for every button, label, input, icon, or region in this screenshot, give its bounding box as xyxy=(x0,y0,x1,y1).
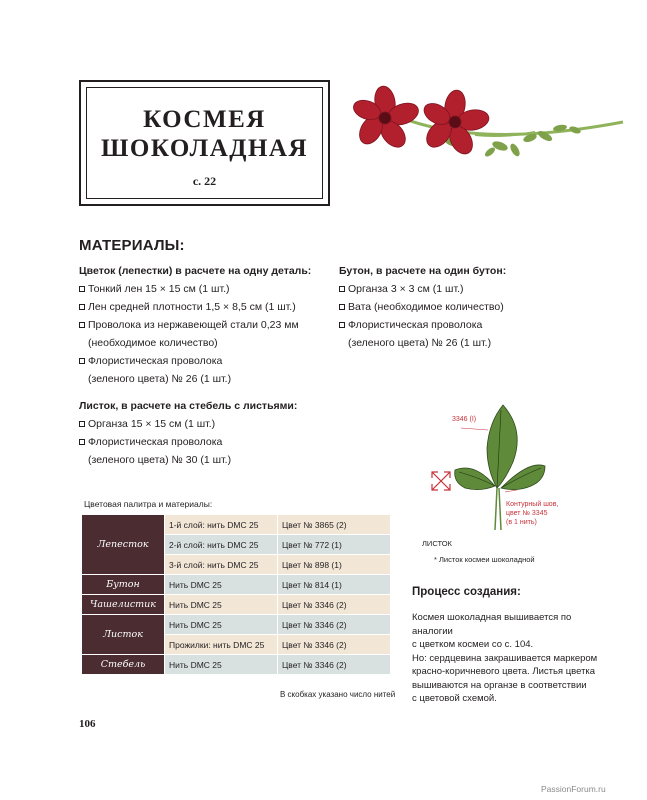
color-cell: Цвет № 3346 (2) xyxy=(278,635,390,654)
table-row xyxy=(82,595,390,614)
title-line-2: ШОКОЛАДНАЯ xyxy=(100,135,309,162)
color-cell: Цвет № 898 (1) xyxy=(278,555,390,574)
table-row xyxy=(82,575,390,594)
thread-label-top: 3346 (I) xyxy=(452,416,477,423)
process-line: вышиваются на органзе в соответствии xyxy=(412,679,587,691)
thread-cell: 3-й слой: нить DMC 25 xyxy=(165,555,277,574)
color-cell: Цвет № 3346 (2) xyxy=(278,655,390,674)
title-inner-frame xyxy=(86,87,323,199)
color-cell: Цвет № 3346 (2) xyxy=(278,595,390,614)
table-row xyxy=(82,515,390,534)
palette-caption: Цветовая палитра и материалы: xyxy=(84,499,213,509)
palette-note: В скобках указано число нитей xyxy=(280,690,396,699)
materials-heading: МАТЕРИАЛЫ: xyxy=(79,237,185,254)
watermark: PassionForum.ru xyxy=(541,784,606,794)
page-reference: с. 22 xyxy=(192,174,217,188)
list-item: Органза 3 × 3 см (1 шт.) xyxy=(339,280,579,298)
color-cell: Цвет № 3865 (2) xyxy=(278,515,390,534)
list-item: Вата (необходимое количество) xyxy=(339,298,579,316)
list-item: Лен средней плотности 1,5 × 8,5 см (1 шт.) xyxy=(79,298,339,316)
process-line: Но: сердцевина закрашивается маркером xyxy=(412,652,598,664)
table-row xyxy=(82,655,390,674)
process-line: с цветком космеи со с. 104. xyxy=(412,639,534,650)
color-cell: Цвет № 814 (1) xyxy=(278,575,390,594)
process-text xyxy=(412,611,612,706)
color-cell: Цвет № 3346 (2) xyxy=(278,615,390,634)
list-item: Проволока из нержавеющей стали 0,23 мм (необходимое количество) xyxy=(79,316,339,352)
table-row xyxy=(82,615,390,634)
list-item: Флористическая проволока (зеленого цвета) № 30 (1 шт.) xyxy=(79,433,339,469)
cosmos-flower-illustration xyxy=(355,80,625,170)
title-line-1: КОСМЕЯ xyxy=(143,106,266,133)
list-item: Флористическая проволока (зеленого цвета) № 26 (1 шт.) xyxy=(339,316,579,352)
part-cell: Листок xyxy=(82,615,164,654)
color-cell: Цвет № 772 (1) xyxy=(278,535,390,554)
leaf-materials xyxy=(79,397,339,469)
thread-cell: Нить DMC 25 xyxy=(165,595,277,614)
flower-materials-heading: Цветок (лепестки) в расчете на одну деталь: xyxy=(79,265,312,277)
list-item: Флористическая проволока (зеленого цвета) № 26 (1 шт.) xyxy=(79,352,339,388)
thread-cell: Нить DMC 25 xyxy=(165,575,277,594)
thread-label-side: Контурный шов, цвет № 3345 (в 1 нить) xyxy=(506,501,559,526)
thread-cell: Прожилки: нить DMC 25 xyxy=(165,635,277,654)
flower-materials xyxy=(79,262,339,388)
part-cell: Бутон xyxy=(82,575,164,594)
leaf-caption: * Листок космеи шоколадной xyxy=(434,555,535,564)
thread-cell: 2-й слой: нить DMC 25 xyxy=(165,535,277,554)
list-item: Тонкий лен 15 × 15 см (1 шт.) xyxy=(79,280,339,298)
part-cell: Стебель xyxy=(82,655,164,674)
bud-materials-heading: Бутон, в расчете на один бутон: xyxy=(339,265,507,277)
page-number: 106 xyxy=(79,718,96,730)
title-box xyxy=(79,80,330,206)
process-line: красно-коричневого цвета. Листья цветка xyxy=(412,666,596,677)
process-line: Космея шоколадная вышивается по аналогии xyxy=(412,612,572,637)
thread-cell: Нить DMC 25 xyxy=(165,615,277,634)
thread-cell: 1-й слой: нить DMC 25 xyxy=(165,515,277,534)
leaf-label: ЛИСТОК xyxy=(422,539,452,548)
process-line: с цветовой схемой. xyxy=(412,693,497,704)
part-cell: Лепесток xyxy=(82,515,164,574)
thread-cell: Нить DMC 25 xyxy=(165,655,277,674)
part-cell: Чашелистик xyxy=(82,595,164,614)
list-item: Органза 15 × 15 см (1 шт.) xyxy=(79,415,339,433)
palette-table xyxy=(81,514,391,675)
direction-arrows-icon xyxy=(428,468,454,494)
leaf-materials-heading: Листок, в расчете на стебель с листьями: xyxy=(79,400,298,412)
bud-materials xyxy=(339,262,579,352)
process-heading: Процесс создания: xyxy=(412,586,521,598)
